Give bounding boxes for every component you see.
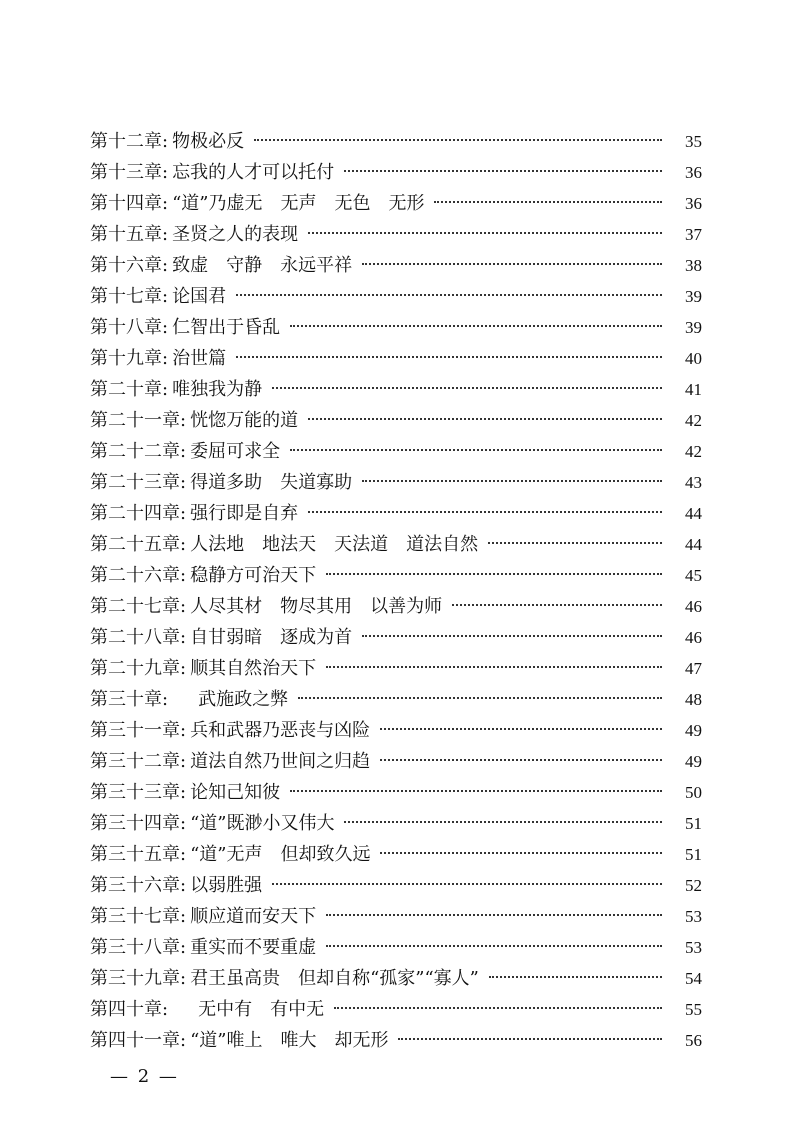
- toc-chapter: 第十二章:: [90, 131, 169, 152]
- toc-entry: [90, 126, 702, 157]
- dot-leader: [326, 945, 662, 947]
- toc-title: 治世篇: [172, 348, 227, 369]
- toc-title: 得道多助 失道寡助: [190, 472, 353, 493]
- toc-chapter: 第二十六章:: [90, 565, 187, 586]
- toc-chapter: 第二十八章:: [90, 627, 187, 648]
- toc-chapter: 第三十七章:: [90, 906, 187, 927]
- page-footer-number: — 2 —: [110, 1066, 179, 1087]
- dot-leader: [254, 139, 662, 141]
- toc-chapter: 第三十三章:: [90, 782, 187, 803]
- toc-title: 圣贤之人的表现: [172, 224, 299, 245]
- dot-leader: [272, 883, 662, 885]
- toc-chapter: 第二十章:: [90, 379, 169, 400]
- toc-page-number: 36: [685, 163, 702, 182]
- toc-chapter: 第三十四章:: [90, 813, 187, 834]
- toc-entry: [90, 808, 702, 839]
- dot-leader: [308, 232, 662, 234]
- dot-leader: [362, 480, 662, 482]
- toc-page-number: 53: [685, 907, 702, 926]
- dot-leader: [290, 325, 662, 327]
- toc-entry: [90, 591, 702, 622]
- toc-page-number: 49: [685, 752, 702, 771]
- toc-title: “道”既渺小又伟大: [190, 813, 335, 834]
- dot-leader: [434, 201, 662, 203]
- toc-chapter: 第二十二章:: [90, 441, 187, 462]
- toc-entry: [90, 467, 702, 498]
- toc-page-number: 43: [685, 473, 702, 492]
- dot-leader: [489, 976, 662, 978]
- toc-chapter: 第十九章:: [90, 348, 169, 369]
- toc-page-number: 49: [685, 721, 702, 740]
- toc-entry: [90, 839, 702, 870]
- toc-title: 忘我的人才可以托付: [172, 162, 335, 183]
- toc-entry: [90, 250, 702, 281]
- toc-page-number: 52: [685, 876, 702, 895]
- toc-title: “道”唯上 唯大 却无形: [190, 1030, 389, 1051]
- toc-entry: [90, 405, 702, 436]
- dot-leader: [290, 449, 662, 451]
- dot-leader: [236, 294, 662, 296]
- toc-chapter: 第二十九章:: [90, 658, 187, 679]
- dot-leader: [380, 728, 662, 730]
- toc-page-number: 47: [685, 659, 702, 678]
- toc-title: 委屈可求全: [190, 441, 281, 462]
- toc-entry: [90, 281, 702, 312]
- toc-entry: [90, 219, 702, 250]
- dot-leader: [326, 914, 662, 916]
- toc-entry: [90, 963, 702, 994]
- dot-leader: [236, 356, 662, 358]
- toc-chapter: 第三十六章:: [90, 875, 187, 896]
- dot-leader: [380, 759, 662, 761]
- toc-page-number: 55: [685, 1000, 702, 1019]
- toc-chapter: 第三十一章:: [90, 720, 187, 741]
- toc-chapter: 第三十章:: [90, 689, 169, 710]
- toc-page-number: 42: [685, 411, 702, 430]
- toc-title: 武施政之弊: [198, 689, 289, 710]
- toc-chapter: 第二十五章:: [90, 534, 187, 555]
- toc-page-number: 40: [685, 349, 702, 368]
- toc-entry: [90, 560, 702, 591]
- toc-title: 强行即是自弃: [190, 503, 299, 524]
- dot-leader: [488, 542, 662, 544]
- toc-page-number: 41: [685, 380, 702, 399]
- toc-title: 兵和武器乃恶丧与凶险: [190, 720, 371, 741]
- toc-entry: [90, 901, 702, 932]
- toc-entry: [90, 994, 702, 1025]
- toc-page-number: 46: [685, 628, 702, 647]
- toc-page-number: 46: [685, 597, 702, 616]
- dot-leader: [308, 418, 662, 420]
- toc-title: 以弱胜强: [190, 875, 263, 896]
- toc-chapter: 第十三章:: [90, 162, 169, 183]
- toc-title: 君王虽高贵 但却自称“孤家”“寡人”: [190, 968, 479, 989]
- toc-chapter: 第三十五章:: [90, 844, 187, 865]
- toc-chapter: 第十五章:: [90, 224, 169, 245]
- toc-page-number: 51: [685, 814, 702, 833]
- toc-page-number: 44: [685, 504, 702, 523]
- toc-chapter: 第二十四章:: [90, 503, 187, 524]
- toc-chapter: 第三十二章:: [90, 751, 187, 772]
- toc-chapter: 第三十八章:: [90, 937, 187, 958]
- toc-title: 唯独我为静: [172, 379, 263, 400]
- toc-title: “道”乃虚无 无声 无色 无形: [172, 193, 425, 214]
- toc-entry: [90, 157, 702, 188]
- toc-chapter: 第十六章:: [90, 255, 169, 276]
- toc-chapter: 第二十一章:: [90, 410, 187, 431]
- dot-leader: [326, 666, 662, 668]
- toc-title: 致虚 守静 永远平祥: [172, 255, 353, 276]
- dot-leader: [380, 852, 662, 854]
- toc-page-number: 45: [685, 566, 702, 585]
- toc-page-number: 37: [685, 225, 702, 244]
- dot-leader: [344, 170, 662, 172]
- toc-entry: [90, 746, 702, 777]
- dot-leader: [344, 821, 662, 823]
- toc-title: 稳静方可治天下: [190, 565, 317, 586]
- toc-entry: [90, 529, 702, 560]
- toc-entry: [90, 188, 702, 219]
- toc-entry: [90, 870, 702, 901]
- toc-title: 顺其自然治天下: [190, 658, 317, 679]
- toc-page-number: 54: [685, 969, 702, 988]
- toc-entry: [90, 777, 702, 808]
- toc-title: 顺应道而安天下: [190, 906, 317, 927]
- table-of-contents: [90, 126, 702, 1056]
- toc-title: 无中有 有中无: [198, 999, 325, 1020]
- toc-chapter: 第四十章:: [90, 999, 169, 1020]
- toc-entry: [90, 715, 702, 746]
- dot-leader: [452, 604, 662, 606]
- dot-leader: [398, 1038, 662, 1040]
- toc-entry: [90, 312, 702, 343]
- toc-page-number: 35: [685, 132, 702, 151]
- toc-title: 人尽其材 物尽其用 以善为师: [190, 596, 443, 617]
- toc-title: 恍惚万能的道: [190, 410, 299, 431]
- toc-title: 仁智出于昏乱: [172, 317, 281, 338]
- toc-title: 道法自然乃世间之归趋: [190, 751, 371, 772]
- toc-title: 重实而不要重虚: [190, 937, 317, 958]
- dot-leader: [290, 790, 662, 792]
- toc-title: 物极必反: [172, 131, 245, 152]
- dot-leader: [362, 263, 662, 265]
- toc-chapter: 第二十七章:: [90, 596, 187, 617]
- toc-page-number: 51: [685, 845, 702, 864]
- toc-entry: [90, 1025, 702, 1056]
- toc-entry: [90, 436, 702, 467]
- toc-entry: [90, 932, 702, 963]
- toc-chapter: 第十八章:: [90, 317, 169, 338]
- dot-leader: [272, 387, 662, 389]
- toc-title: 自甘弱暗 逐成为首: [190, 627, 353, 648]
- toc-chapter: 第十四章:: [90, 193, 169, 214]
- dot-leader: [298, 697, 662, 699]
- toc-page-number: 39: [685, 318, 702, 337]
- toc-page-number: 38: [685, 256, 702, 275]
- toc-page-number: 56: [685, 1031, 702, 1050]
- dot-leader: [326, 573, 662, 575]
- toc-entry: [90, 684, 702, 715]
- dot-leader: [362, 635, 662, 637]
- toc-chapter: 第四十一章:: [90, 1030, 187, 1051]
- toc-entry: [90, 498, 702, 529]
- toc-page-number: 50: [685, 783, 702, 802]
- toc-page-number: 48: [685, 690, 702, 709]
- toc-title: 论知己知彼: [190, 782, 281, 803]
- toc-entry: [90, 622, 702, 653]
- toc-page-number: 39: [685, 287, 702, 306]
- toc-title: 人法地 地法天 天法道 道法自然: [190, 534, 479, 555]
- toc-chapter: 第二十三章:: [90, 472, 187, 493]
- toc-title: “道”无声 但却致久远: [190, 844, 371, 865]
- toc-entry: [90, 653, 702, 684]
- toc-page-number: 44: [685, 535, 702, 554]
- toc-page-number: 53: [685, 938, 702, 957]
- toc-chapter: 第十七章:: [90, 286, 169, 307]
- toc-page-number: 42: [685, 442, 702, 461]
- toc-chapter: 第三十九章:: [90, 968, 187, 989]
- toc-entry: [90, 374, 702, 405]
- toc-entry: [90, 343, 702, 374]
- dot-leader: [334, 1007, 662, 1009]
- toc-page-number: 36: [685, 194, 702, 213]
- toc-title: 论国君: [172, 286, 227, 307]
- dot-leader: [308, 511, 662, 513]
